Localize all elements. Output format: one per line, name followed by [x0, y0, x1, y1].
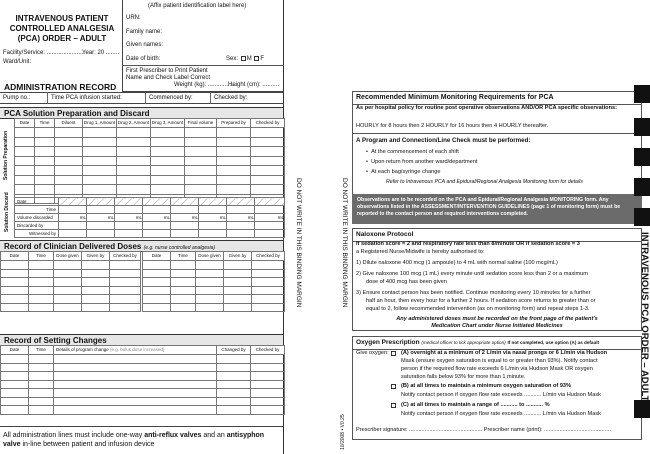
sex-field[interactable] — [226, 56, 264, 63]
bullet-text-1: At the commencement of each shift — [371, 149, 459, 155]
sol-header-diluent: Diluent — [55, 119, 83, 128]
solution-discard-side-label: Solution Discard — [4, 192, 10, 232]
clinician-heading-text: Record of Clinician Delivered Doses — [4, 242, 142, 251]
naloxone-criteria-1: If sedation score = 2 and respiratory rate less than 8/minute OR if sedation score = 3 — [356, 241, 580, 247]
monitoring-refer: Refer to Intravenous PCA and Epidural/Regional Analgesia Monitoring form for details — [386, 179, 583, 185]
clinician-table-left — [0, 251, 141, 312]
naloxone-step-2: 2) Give naloxone 100 mcg (1 mL) every minute until sedation score less than 2 or a maximum — [356, 271, 588, 277]
bullet-text-3: At each bag/syringe change — [371, 169, 441, 175]
sex-f-checkbox[interactable] — [254, 56, 259, 61]
program-check-bullet-3 — [362, 168, 650, 177]
sol-header-prepared: Prepared by — [217, 119, 251, 128]
admin-record-heading: ADMINISTRATION RECORD — [4, 82, 117, 92]
ml-unit: mL — [59, 214, 87, 222]
option-b-line-2[interactable]: Notify contact person if oxygen flow rate exceeds ........... L/min via Hudson Mask — [401, 392, 601, 398]
option-a-line-2: Mask (ensure oxygen saturation is equal to or greater than 93%). Notify contact — [401, 358, 598, 364]
urn-field[interactable]: URN: — [126, 15, 141, 21]
sc-header-checked: Checked by — [251, 346, 285, 355]
monitoring-heading: Recommended Minimum Monitoring Requirements for PCA — [352, 92, 642, 105]
table-row[interactable] — [1, 397, 285, 406]
setting-heading: Record of Setting Changes — [0, 334, 283, 346]
clinician-note: (e.g. nurse controlled analgesia) — [143, 245, 216, 251]
program-check-bullet-1 — [362, 148, 650, 157]
naloxone-note-2: Medication Chart under Nurse Initiated Medicines — [431, 323, 563, 329]
table-row[interactable] — [1, 261, 141, 270]
option-a-line-1: (A) overnight at a minimum of 2 L/min via nasal prongs or 6 L/min via Hudson — [401, 350, 608, 356]
solution-prep-table — [14, 118, 285, 204]
ml-unit: mL — [143, 214, 171, 222]
title-line-1: INTRAVENOUS PATIENT — [15, 14, 109, 23]
binding-margin-text-left: DO NOT WRITE IN THIS BINDING MARGIN — [295, 178, 302, 308]
footer-bold-1: anti-reflux valves — [144, 432, 202, 439]
footer-text-2: and an — [201, 432, 227, 439]
sex-m-label: M — [246, 56, 252, 63]
option-b-checkbox[interactable] — [391, 384, 396, 389]
ml-unit: mL — [227, 214, 255, 222]
edge-tab — [634, 178, 650, 196]
sc-header-details — [54, 346, 217, 355]
pca-started-field[interactable]: Time PCA infusion started: — [51, 95, 122, 101]
volume-discarded-label: Volume discarded — [15, 214, 59, 222]
cd-header-time: Time — [29, 252, 54, 261]
naloxone-heading: Naloxone Protocol — [352, 229, 642, 242]
title-line-3: (PCA) ORDER – ADULT — [17, 34, 107, 43]
table-row[interactable] — [15, 137, 285, 147]
checked-by-field[interactable]: Checked by: — [214, 95, 248, 101]
ml-unit: mL — [115, 214, 143, 222]
prescriber-note-2: Name and Check Label Correct — [126, 75, 211, 81]
sol-header-drug1: Drug 1, Amount — [83, 119, 117, 128]
naloxone-note-1: Any administered doses must be recorded on the front page of the patient's — [396, 316, 598, 322]
table-row[interactable] — [143, 261, 285, 270]
year-field[interactable]: Year: 20 ........ — [82, 50, 120, 56]
oxygen-heading-text: Oxygen Prescription — [356, 339, 420, 346]
option-c-checkbox[interactable] — [391, 403, 396, 408]
option-c-line-2[interactable]: Notify contact person if oxygen flow rate exceeds ........... L/min via Hudson Mask — [401, 411, 601, 417]
sol-header-date: Date — [15, 119, 35, 128]
solution-prep-side-label: Solution Preparation — [3, 130, 9, 180]
table-row[interactable] — [15, 147, 285, 157]
witnessed-by-label: Witnessed by — [15, 230, 59, 238]
pump-div-3 — [210, 92, 211, 104]
solution-discard-table — [14, 197, 285, 238]
oxygen-sub: (medical officer to tick appropriate option) — [421, 340, 506, 345]
cd-header-date: Date — [1, 252, 29, 261]
table-row[interactable] — [15, 128, 285, 138]
weight-field[interactable]: Weight (kg): ................. — [174, 82, 237, 88]
bullet-icon: • — [366, 169, 368, 175]
table-row[interactable] — [143, 303, 285, 312]
sol-header-drug2: Drug 2, Amount — [117, 119, 151, 128]
edge-tab — [634, 208, 650, 226]
solution-heading: PCA Solution Preparation and Discard — [0, 107, 283, 119]
cd-header-checked: Checked by — [110, 252, 141, 261]
prescriber-note-1: First Prescriber to Print Patient — [126, 68, 208, 74]
table-row[interactable] — [1, 380, 285, 389]
monitoring-grey-note: Observations are to be recorded on the PCA and Epidural/Regional Analgesia MONITORING form. Any observations listed in the ASSESSMENT/INTERVENTION GUIDELINES (page 1 of monitoring form) must be reported to the contact person and required interventions completed. — [352, 194, 642, 224]
sc-header-date: Date — [1, 346, 29, 355]
form-code: 10/2008 • V0.25 — [340, 414, 346, 450]
option-b-line-1: (B) at all times to maintain a minimum oxygen saturation of 93% — [401, 383, 572, 389]
table-row[interactable] — [1, 303, 141, 312]
footer-note — [0, 426, 284, 454]
table-row[interactable] — [143, 286, 285, 295]
pump-div-2 — [145, 92, 146, 104]
table-row[interactable] — [1, 269, 141, 278]
table-row[interactable] — [1, 295, 141, 304]
sol-header-drug3: Drug 3, Amount — [151, 119, 185, 128]
prescriber-signature-field[interactable]: Prescriber signature: ............................................... Prescriber name (print): ........................................... — [356, 427, 611, 433]
discarded-by-label: Discarded by — [15, 222, 59, 230]
discard-date-label: Date — [15, 198, 59, 206]
sc-header-time: Time — [29, 346, 54, 355]
table-row[interactable] — [1, 389, 285, 398]
cd-header-dose-2: Dose given — [196, 252, 224, 261]
naloxone-criteria-2: a Registered Nurse/Midwife is hereby authorised to: — [356, 249, 485, 255]
footer-bold-3: valve — [3, 441, 21, 449]
ml-unit: mL — [87, 214, 115, 222]
ml-unit: mL — [255, 214, 285, 222]
table-row[interactable] — [1, 286, 141, 295]
pump-div-1 — [47, 92, 48, 104]
bullet-icon: • — [366, 149, 368, 155]
footer-bold-2: antisyphon — [226, 432, 265, 439]
affix-label-note: (Affix patient identification label here) — [148, 3, 247, 9]
table-row[interactable] — [143, 295, 285, 304]
table-row[interactable] — [1, 363, 285, 372]
edge-tab — [634, 400, 650, 418]
family-name-field[interactable]: Family name: — [126, 29, 163, 35]
ml-unit: mL — [171, 214, 199, 222]
pump-no-field[interactable]: Pump no.: — [3, 95, 31, 101]
footer-line-1 — [3, 431, 281, 440]
vertical-form-title: INTRAVENOUS PCA ORDER – ADULT — [639, 232, 650, 402]
footer-text-3: in-line between patient and infusion device — [20, 441, 155, 449]
form-title — [4, 14, 120, 44]
option-a-line-4: saturation falls below 93% for more than 1 minute. — [401, 374, 526, 380]
program-check-heading: A Program and Connection/Line Check must be performed: — [356, 137, 531, 144]
edge-tab — [634, 118, 650, 136]
left-page — [0, 0, 284, 454]
give-oxygen-label: Give oxygen: — [356, 350, 389, 356]
sol-header-checked: Checked by — [251, 119, 285, 128]
commenced-by-field[interactable]: Commenced by: — [149, 95, 193, 101]
facility-field[interactable]: Facility/Service: ....................... — [3, 50, 86, 56]
table-row[interactable] — [15, 175, 285, 185]
table-row[interactable] — [15, 156, 285, 166]
table-row[interactable] — [1, 372, 285, 381]
table-row[interactable] — [1, 278, 141, 287]
table-row[interactable] — [143, 269, 285, 278]
naloxone-step-3: 3) Ensure contact person has been notified. Continue monitoring every 10 minutes for a further — [356, 290, 591, 296]
monitoring-intro: As per hospital policy for routine post operative observations AND/OR PCA specific observations: — [356, 105, 617, 111]
bullet-text-2: Upon return from another ward/department — [371, 159, 478, 165]
cd-header-given-2: Given by — [224, 252, 252, 261]
naloxone-step-3c: equal to 2, follow recommended intervention (as on monitoring form) and repeat steps 1-3. — [366, 306, 590, 312]
ward-field[interactable]: Ward/Unit: — [3, 59, 32, 65]
program-check-bullet-2 — [362, 158, 650, 167]
given-names-field[interactable]: Given names: — [126, 42, 164, 48]
monitoring-divider — [352, 133, 642, 134]
table-row[interactable] — [1, 355, 285, 364]
binding-margin-text-right: DO NOT WRITE IN THIS BINDING MARGIN — [341, 178, 348, 308]
discard-time-label: Time — [15, 206, 59, 214]
clinician-table-right — [142, 251, 285, 312]
sex-m-checkbox[interactable] — [241, 56, 246, 61]
naloxone-step-3b: half an hour, then every hour for a further 2 hours. If sedation score returns to greater than or — [366, 298, 596, 304]
monitoring-hourly: HOURLY for 8 hours then 2 HOURLY for 16 hours then 4 HOURLY thereafter. — [356, 123, 549, 129]
table-row[interactable] — [15, 185, 285, 195]
setting-table — [0, 345, 285, 415]
oxygen-heading — [352, 337, 642, 350]
table-row[interactable] — [15, 166, 285, 176]
naloxone-step-2b: dose of 400 mcg has been given — [366, 279, 447, 285]
sc-header-changed: Changed by — [217, 346, 251, 355]
cd-header-checked-2: Checked by — [252, 252, 285, 261]
sex-f-label: F — [260, 56, 265, 63]
cd-header-dose: Dose given — [54, 252, 82, 261]
patient-divider — [122, 65, 284, 66]
edge-tab — [634, 148, 650, 166]
option-a-checkbox[interactable] — [391, 351, 396, 356]
cd-header-date-2: Date — [143, 252, 171, 261]
cd-header-time-2: Time — [171, 252, 196, 261]
naloxone-step-1: 1) Dilute naloxone 400 mcg (1 ampoule) to 4 mL with normal saline (100 mcg/mL) — [356, 260, 558, 266]
edge-tab — [634, 85, 650, 103]
option-c-line-1[interactable]: (C) at all times to maintain a range of ........... to ........... % — [401, 402, 550, 408]
table-row[interactable] — [143, 278, 285, 287]
ml-unit: mL — [199, 214, 227, 222]
footer-text-1: All administration lines must include one-way — [3, 432, 145, 439]
sc-header-details-text: Details of program change — [56, 347, 109, 353]
footer-line-2 — [3, 440, 281, 449]
sc-header-note: (e.g. bolus dose increased) — [110, 347, 165, 353]
dob-field[interactable]: Date of birth: — [126, 56, 161, 62]
option-a-line-3: person if the required flow rate exceeds 6 L/min via Hudson Mask OR oxygen — [401, 366, 593, 372]
title-line-2: CONTROLLED ANALGESIA — [9, 24, 115, 33]
sex-label: Sex: — [226, 56, 239, 63]
sol-header-final-volume: Final volume — [185, 119, 217, 128]
oxygen-sub-2: If not completed, use option (A) as default — [507, 340, 600, 345]
table-row[interactable] — [1, 406, 285, 415]
bullet-icon: • — [366, 159, 368, 165]
cd-header-given: Given by — [82, 252, 110, 261]
sol-header-time: Time — [35, 119, 55, 128]
height-field[interactable]: Height (cm): .......... — [228, 82, 280, 88]
